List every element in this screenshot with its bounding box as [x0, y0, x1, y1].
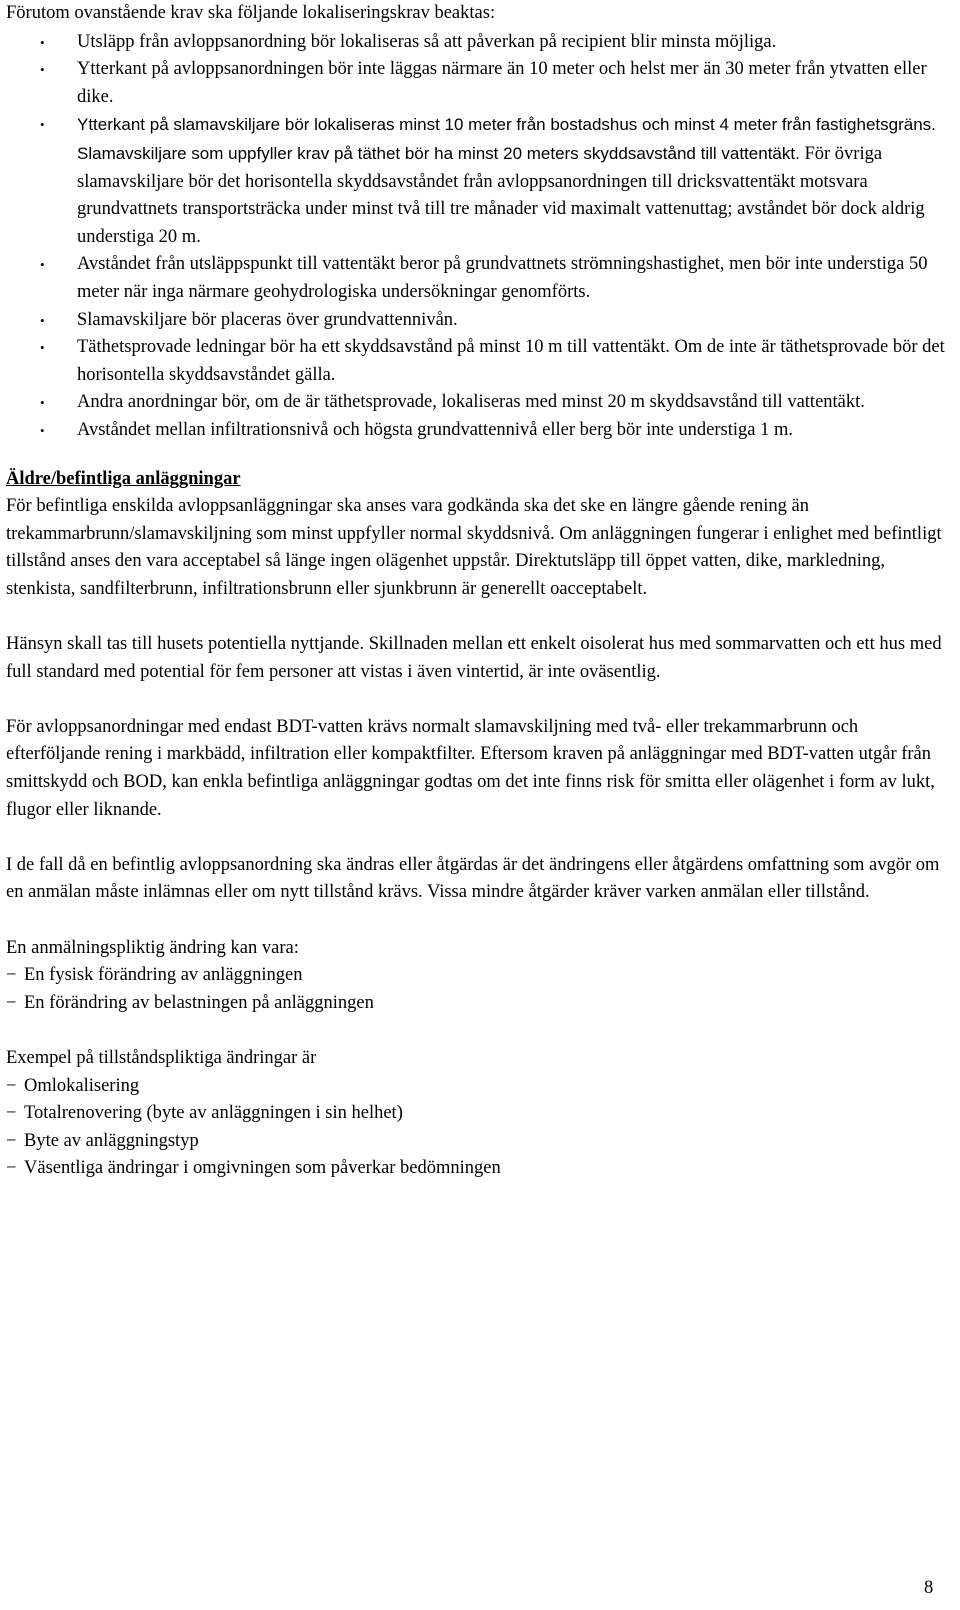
bullet-icon: •: [40, 34, 45, 50]
list-item: [6, 1073, 952, 1101]
list-item: [6, 111, 952, 251]
dash-icon: −: [6, 992, 17, 1013]
list-item-text-serif: För övriga slamavskiljare bör det horisontella skyddsavståndet från avloppsanordningen till dricksvattentäkt motsvara grundvattnets transportsträcka under minst två till tre månader vid maximalt vattenuttag; avståndet bör dock aldrig understiga 20 m.: [77, 143, 925, 247]
dash-icon: −: [6, 965, 17, 986]
dash-icon: −: [6, 1130, 17, 1151]
permit-list: [6, 1073, 952, 1183]
list-item: [6, 251, 952, 306]
bullet-icon: •: [40, 257, 45, 273]
notifiable-lead: En anmälningspliktig ändring kan vara:: [6, 937, 299, 958]
list-item-text: En förändring av belastningen på anläggningen: [24, 992, 374, 1013]
list-item-text-sans: Ytterkant på slamavskiljare bör lokaliseras minst 10 meter från bostadshus och minst 4 meter från fastighetsgräns. Slamavskiljare som uppfyller krav på täthet bör ha minst 20 meters skyddsavstånd till vattentäkt.: [77, 115, 936, 163]
dash-icon: −: [6, 1075, 17, 1096]
list-item: [6, 417, 952, 445]
location-requirements-list: [6, 29, 952, 445]
notifiable-list: [6, 962, 952, 1017]
bullet-icon: •: [40, 117, 45, 133]
list-item: [6, 307, 952, 335]
list-item: [6, 389, 952, 417]
bullet-icon: •: [40, 422, 45, 438]
dash-icon: −: [6, 1103, 17, 1124]
list-item-text: Byte av anläggningstyp: [24, 1130, 199, 1151]
list-item-text: Avståndet från utsläppspunkt till vattentäkt beror på grundvattnets strömningshastighet, men bör inte understiga 50 meter när inga närmare geohydrologiska undersökningar genomförts.: [77, 254, 928, 302]
list-item-text: Ytterkant på avloppsanordningen bör inte läggas närmare än 10 meter och helst mer än 30 meter från ytvatten eller dike.: [77, 59, 927, 107]
list-item-text: Slamavskiljare bör placeras över grundvattennivån.: [77, 309, 458, 330]
paragraph-existing-facilities: För befintliga enskilda avloppsanläggningar ska anses vara godkända ska det ske en längre gående rening än trekammarbrunn/slamavskiljning som minst uppfyller normal skyddsnivå. Om anläggningen fungerar i enlighet med befintligt tillstånd anses den vara acceptabel så länge ingen olägenhet uppstår. Direktutsläpp till öppet vatten, dike, markledning, stenkista, sandfilterbrunn, infiltrationsbrunn eller sjunkbrunn är generellt oacceptabelt.: [6, 496, 942, 599]
section-heading: Äldre/befintliga anläggningar: [6, 468, 241, 489]
list-item-text: En fysisk förändring av anläggningen: [24, 965, 303, 986]
list-item-text: Andra anordningar bör, om de är täthetsprovade, lokaliseras med minst 20 m skyddsavstånd till vattentäkt.: [77, 392, 865, 413]
paragraph-house-use: Hänsyn skall tas till husets potentiella nyttjande. Skillnaden mellan ett enkelt oisolerat hus med sommarvatten och ett hus med full standard med potential för fem personer att vistas i även vintertid, är inte oväsentlig.: [6, 634, 942, 682]
bullet-icon: •: [40, 395, 45, 411]
intro-text: Förutom ovanstående krav ska följande lokaliseringskrav beaktas:: [6, 3, 496, 23]
permit-changes: [6, 1045, 952, 1183]
list-item: [6, 1128, 952, 1156]
bullet-icon: •: [40, 312, 45, 328]
list-item: [6, 990, 952, 1018]
notifiable-changes: [6, 935, 952, 1018]
list-item: [6, 29, 952, 57]
list-item-text: Avståndet mellan infiltrationsnivå och högsta grundvattennivå eller berg bör inte understiga 1 m.: [77, 419, 794, 440]
list-item: [6, 334, 952, 389]
paragraph-changes: I de fall då en befintlig avloppsanordning ska ändras eller åtgärdas är det ändringens eller åtgärdens omfattning som avgör om en anmälan måste inlämnas eller om nytt tillstånd krävs. Vissa mindre åtgärder kräver varken anmälan eller tillstånd.: [6, 854, 940, 903]
paragraph-bdt-water: För avloppsanordningar med endast BDT-vatten krävs normalt slamavskiljning med två- eller trekammarbrunn och efterföljande rening i markbädd, infiltration eller kompaktfilter. Eftersom kraven på anläggningar med BDT-vatten utgår från smittskydd och BOD, kan enkla befintliga anläggningar godtas om det inte finns risk för smitta eller olägenhet i form av lukt, flugor eller liknande.: [6, 716, 935, 820]
page-number: 8: [924, 1578, 934, 1598]
list-item: [6, 1155, 952, 1183]
document-page: [6, 0, 952, 1183]
bullet-icon: •: [40, 340, 45, 356]
bullet-icon: •: [40, 62, 45, 78]
list-item-text: Totalrenovering (byte av anläggningen i sin helhet): [24, 1103, 403, 1124]
permit-lead: Exempel på tillståndspliktiga ändringar är: [6, 1047, 317, 1068]
list-item: [6, 962, 952, 990]
list-item: [6, 1100, 952, 1128]
dash-icon: −: [6, 1158, 17, 1179]
list-item-text: Täthetsprovade ledningar bör ha ett skyddsavstånd på minst 10 m till vattentäkt. Om de inte är täthetsprovade bör det horisontella skyddsavståndet gälla.: [77, 337, 945, 385]
list-item-text: Omlokalisering: [24, 1075, 140, 1096]
list-item-text: Utsläpp från avloppsanordning bör lokaliseras så att påverkan på recipient blir minsta möjliga.: [77, 31, 777, 52]
list-item: [6, 56, 952, 111]
list-item-text: Väsentliga ändringar i omgivningen som påverkar bedömningen: [24, 1158, 501, 1179]
